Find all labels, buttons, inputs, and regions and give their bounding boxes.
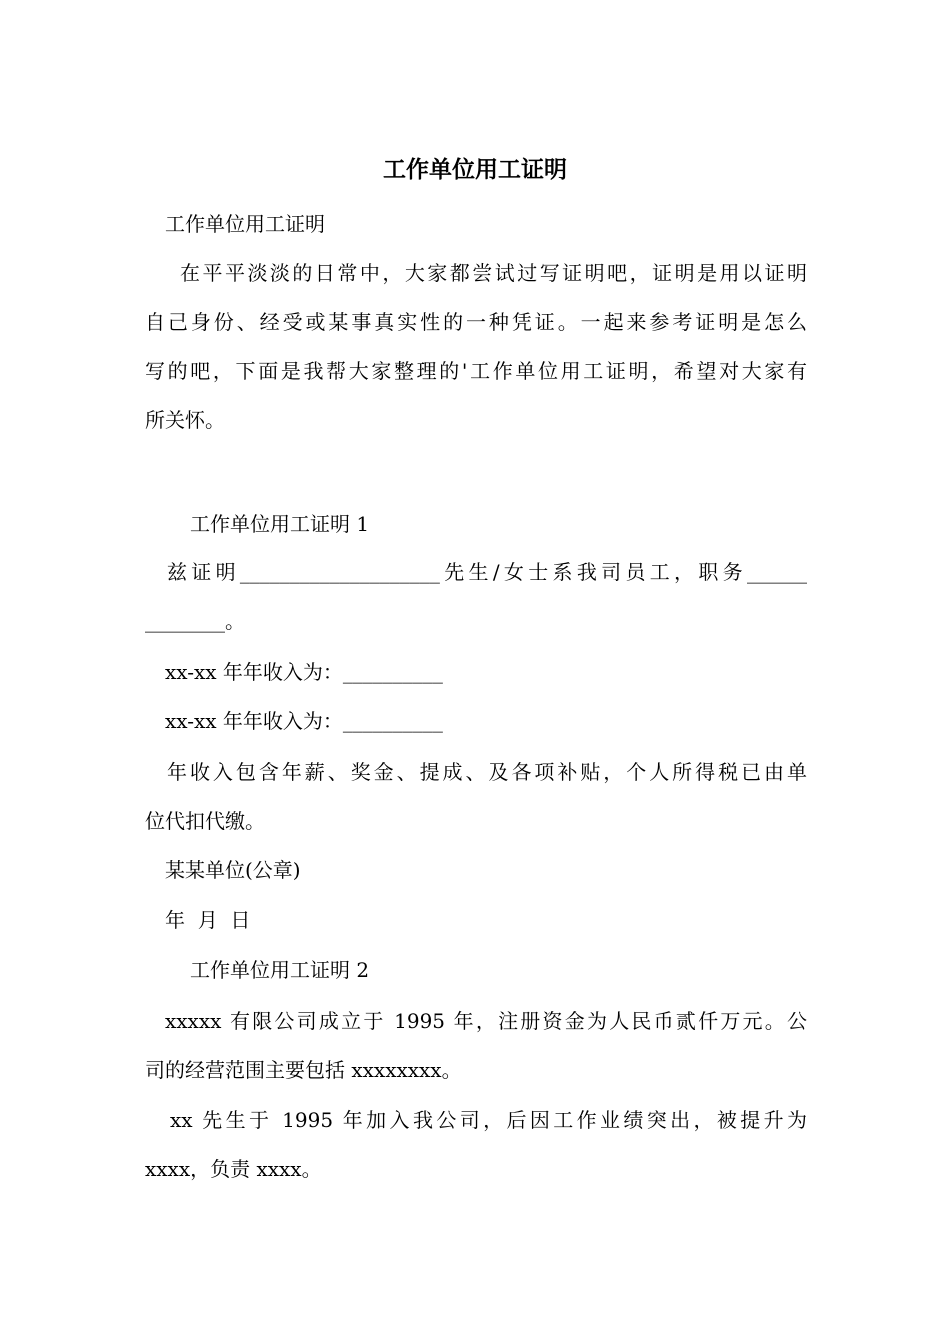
employee-line-2: xxxx，负责 xxxx。 (145, 1157, 322, 1181)
subtitle-line: 工作单位用工证明 (165, 212, 325, 236)
employee-line-1: xx 先生于 1995 年加入我公司，后因工作业绩突出，被提升为 (170, 1108, 807, 1132)
date-line: 年 月 日 (165, 908, 251, 932)
document-title: 工作单位用工证明 (383, 157, 567, 183)
intro-line-1: 在平平淡淡的日常中，大家都尝试过写证明吧，证明是用以证明 (180, 261, 807, 285)
certify-line-2: ________。 (145, 609, 245, 633)
company-line-2: 司的经营范围主要包括 xxxxxxxx。 (145, 1058, 462, 1082)
company-seal-line: 某某单位(公章) (165, 858, 301, 882)
income-line-1: xx-xx 年年收入为：__________ (165, 660, 443, 684)
intro-line-3: 写的吧，下面是我帮大家整理的'工作单位用工证明，希望对大家有 (145, 359, 807, 383)
income-note-line-1: 年收入包含年薪、奖金、提成、及各项补贴，个人所得税已由单 (167, 760, 807, 784)
intro-line-2: 自己身份、经受或某事真实性的一种凭证。一起来参考证明是怎么 (145, 310, 807, 334)
intro-line-4: 所关怀。 (145, 408, 225, 432)
section-heading-2: 工作单位用工证明 2 (190, 958, 370, 982)
certify-line-1: 兹证明____________________先生/女士系我司员工，职务______ (167, 560, 807, 584)
company-line-1: xxxxx 有限公司成立于 1995 年，注册资金为人民币贰仟万元。公 (165, 1009, 807, 1033)
income-line-2: xx-xx 年年收入为：__________ (165, 709, 443, 733)
section-heading-1: 工作单位用工证明 1 (190, 512, 370, 536)
income-note-line-2: 位代扣代缴。 (145, 809, 265, 833)
